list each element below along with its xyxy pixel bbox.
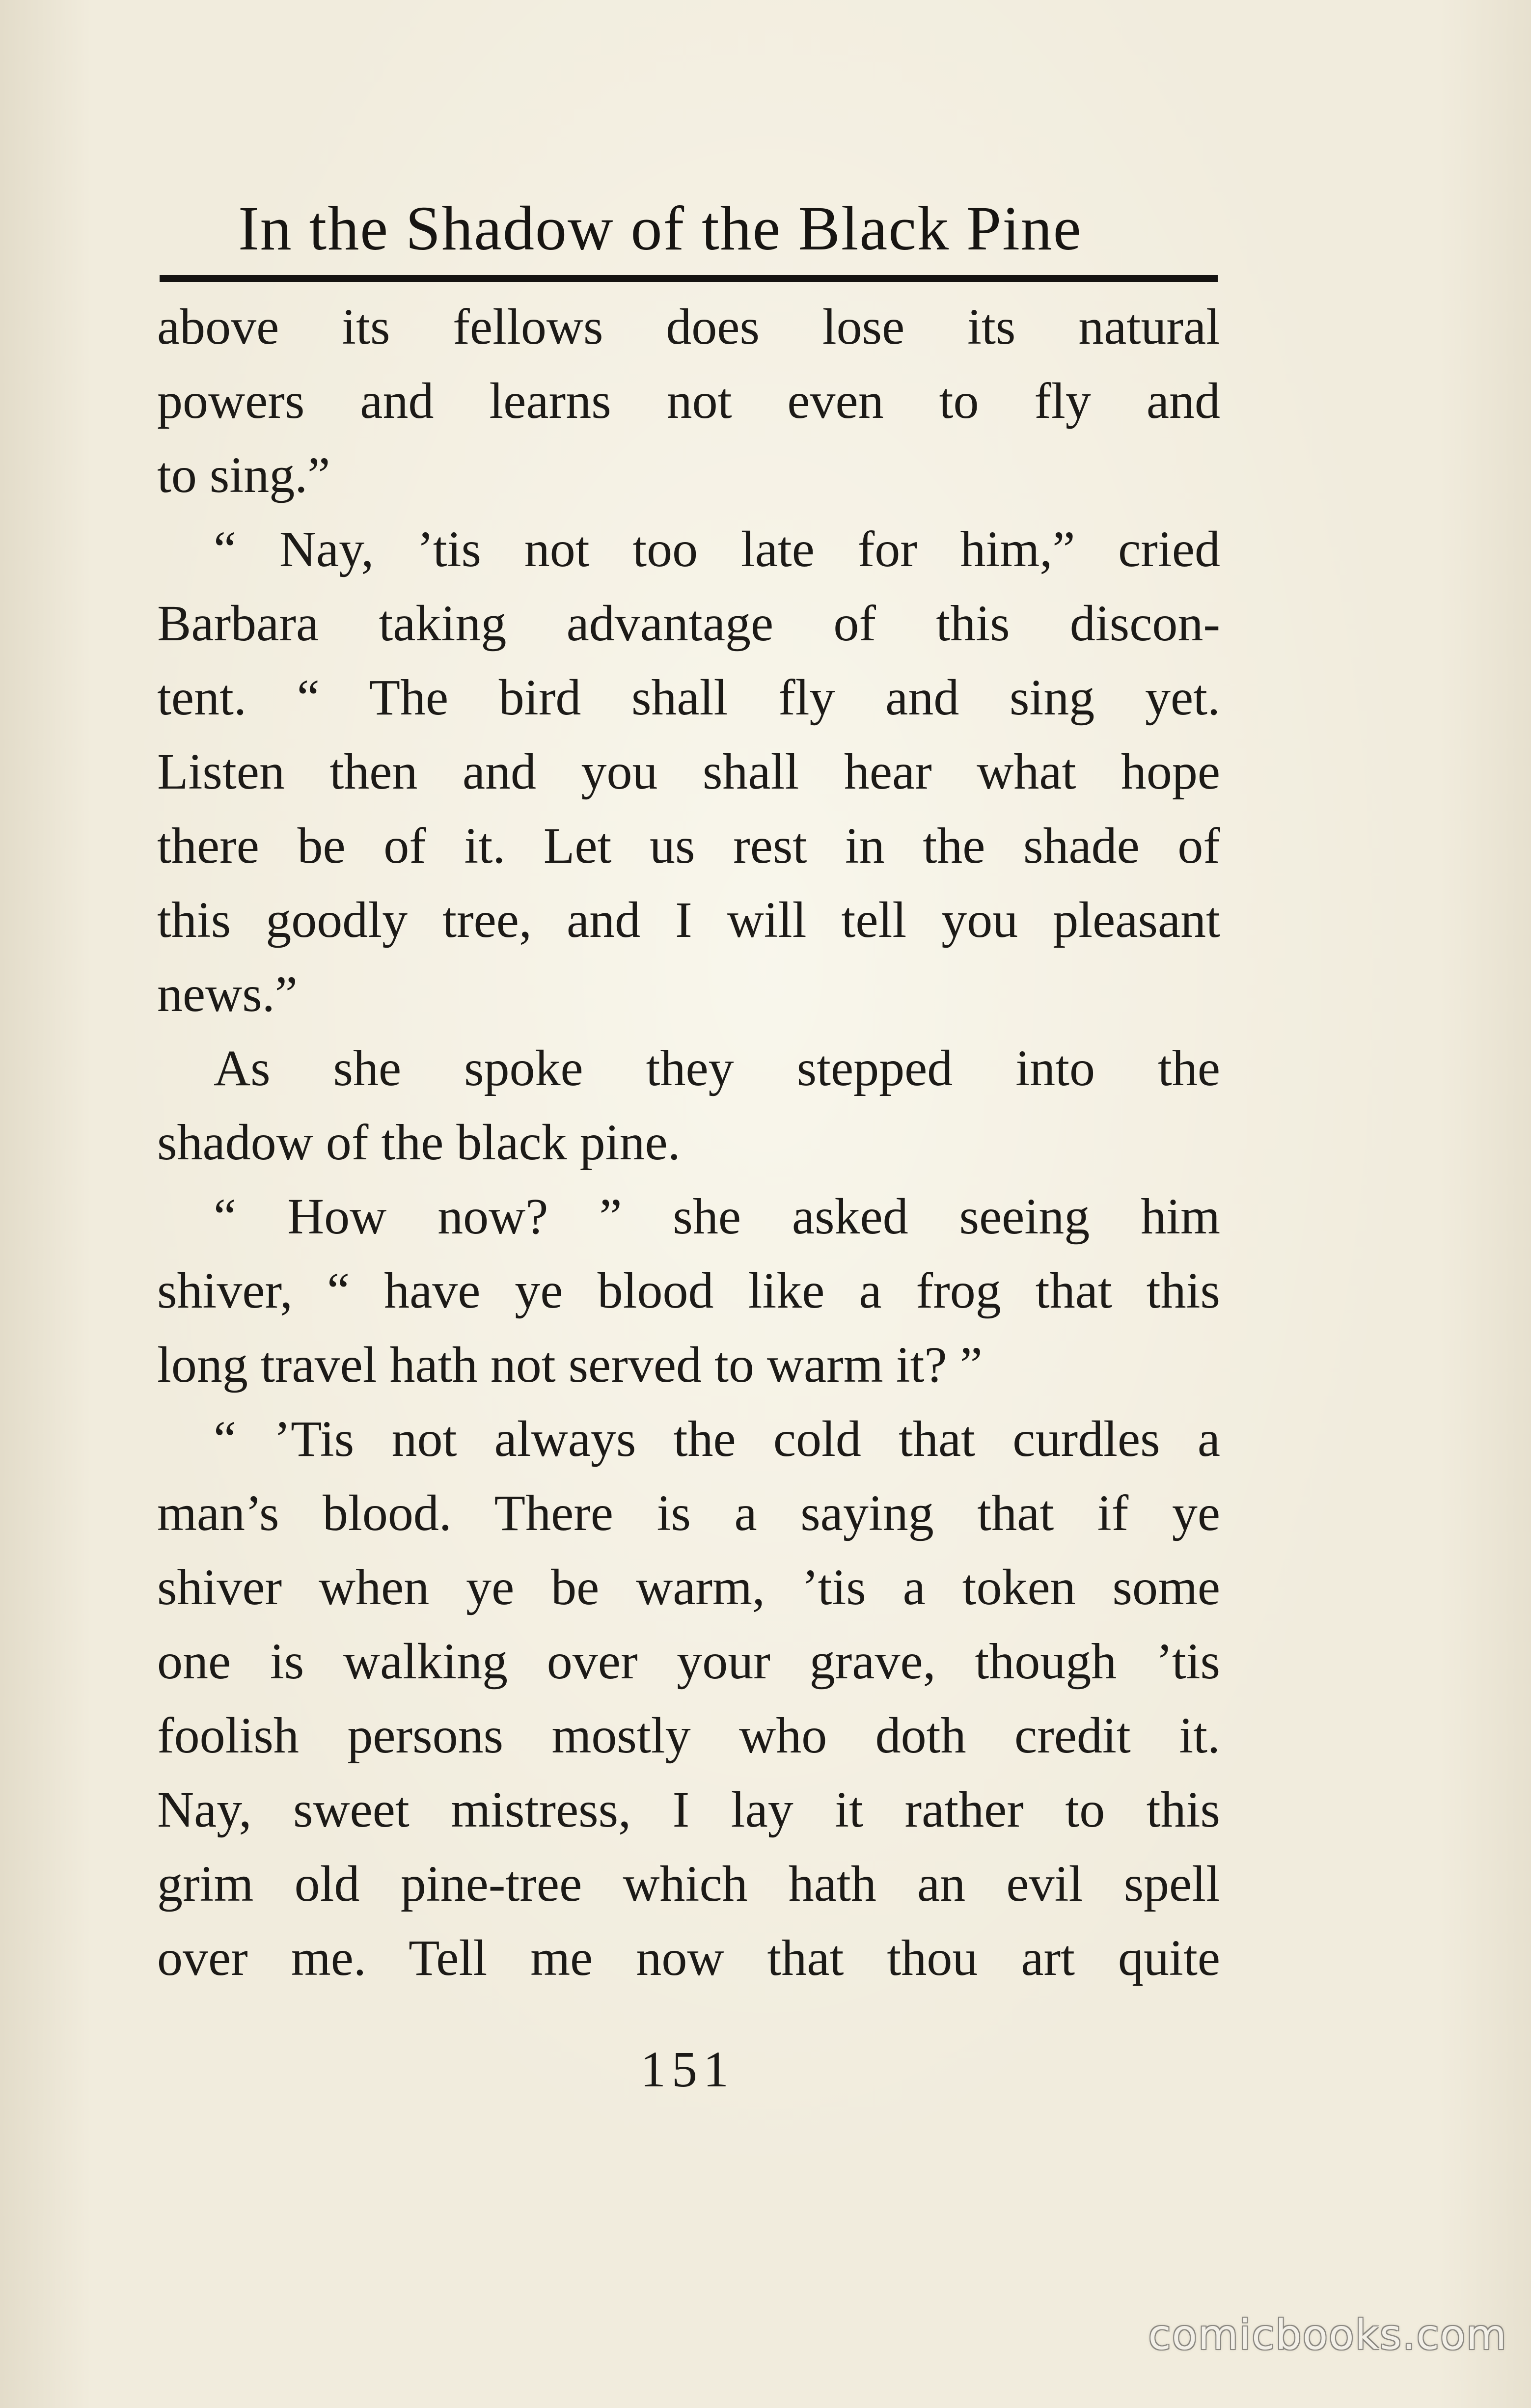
text-line: “ ’Tis not always the cold that curdles a — [214, 1411, 1220, 1467]
text-line: Nay, sweet mistress, I lay it rather to this — [157, 1781, 1220, 1838]
text-line: As she spoke they stepped into the — [214, 1040, 1220, 1096]
text-line: Barbara taking advantage of this discon- — [157, 595, 1220, 652]
text-line: over me. Tell me now that thou art quite — [157, 1930, 1220, 1986]
header-rule — [160, 275, 1218, 282]
text-line: “ Nay, ’tis not too late for him,” cried — [214, 521, 1220, 577]
text-line: grim old pine-tree which hath an evil spell — [157, 1856, 1220, 1912]
text-line: man’s blood. There is a saying that if ye — [157, 1485, 1220, 1541]
text-line: Listen then and you shall hear what hope — [157, 743, 1220, 800]
running-head: In the Shadow of the Black Pine — [238, 193, 1082, 263]
text-line: powers and learns not even to fly and — [157, 373, 1220, 429]
text-line: long travel hath not served to warm it? ” — [157, 1337, 983, 1393]
text-line: shiver when ye be warm, ’tis a token some — [157, 1559, 1220, 1615]
text-line: foolish persons mostly who doth credit it. — [157, 1707, 1220, 1764]
text-line: shadow of the black pine. — [157, 1114, 681, 1171]
text-line: above its fellows does lose its natural — [157, 299, 1220, 355]
text-line: tent. “ The bird shall fly and sing yet. — [157, 669, 1220, 726]
text-line: to sing.” — [157, 447, 330, 503]
body-text — [157, 290, 1220, 2033]
text-line: this goodly tree, and I will tell you pleasant — [157, 892, 1220, 948]
text-line: “ How now? ” she asked seeing him — [214, 1188, 1220, 1245]
text-line: there be of it. Let us rest in the shade of — [157, 818, 1220, 874]
page-number: 151 — [640, 2041, 735, 2098]
text-line: news.” — [157, 966, 298, 1022]
watermark: comicbooks.com — [1148, 2311, 1507, 2359]
text-line: shiver, “ have ye blood like a frog that this — [157, 1262, 1220, 1319]
text-line: one is walking over your grave, though ’tis — [157, 1633, 1220, 1690]
